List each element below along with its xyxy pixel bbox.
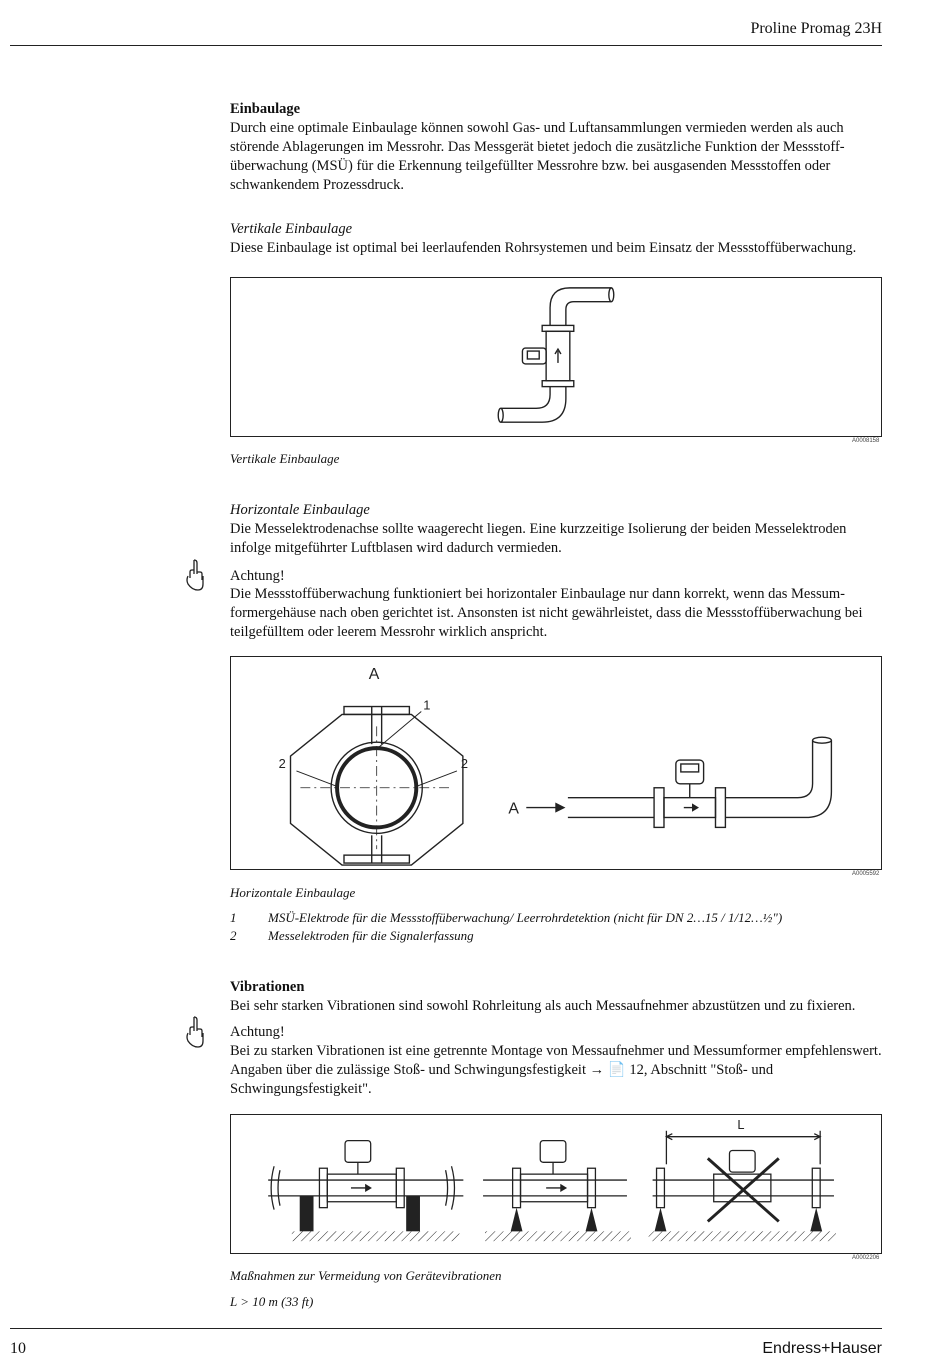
warning-title-horizontal: Achtung! <box>230 568 285 584</box>
header-rule <box>10 45 882 46</box>
subheading-horizontal: Horizontale Einbaulage <box>230 502 370 518</box>
legend-number: 1 <box>230 910 237 925</box>
legend-text: Messelektroden für die Signalerfassung <box>268 928 474 943</box>
figure-code: A0005592 <box>852 871 880 877</box>
section-heading-installation: Einbaulage <box>230 101 301 117</box>
legend-item-1 <box>230 910 782 926</box>
section-heading-vibration: Vibrationen <box>230 979 305 995</box>
document-title: Proline Promag 23H <box>750 20 882 37</box>
dimension-label-L: L <box>737 1116 745 1132</box>
hand-pointing-up-icon <box>184 1015 208 1051</box>
label-electrode-2-left: 2 <box>278 755 286 771</box>
figure-horizontal-installation <box>230 656 882 870</box>
figure-caption-vertical: Vertikale Einbaulage <box>230 451 340 466</box>
footer-rule <box>10 1328 882 1329</box>
installation-paragraph: Durch eine optimale Einbaulage können sowohl Gas- und Luftansammlungen vermieden werden als auch störende Ablagerungen im Messrohr. Das Messgerät bietet jedoch die zusätzliche Funktion der Messstoff-überwachung (MSÜ) für die Erkennung teilgefüllter Messrohre bzw. bei ausgasenden Messstoffen oder schwankendem Prozessdruck. <box>230 120 845 193</box>
subheading-vertical: Vertikale Einbaulage <box>230 221 353 237</box>
horizontal-installation-drawing <box>231 657 881 869</box>
horizontal-paragraph: Die Messelektrodenachse sollte waagerecht liegen. Eine kurzzeitige Isolierung der beiden Messelektroden infolge mitgeführter Luftblasen wird dadurch vermieden. <box>230 521 847 556</box>
brand-name: Endress+Hauser <box>762 1340 882 1357</box>
figure-code: A0008158 <box>852 438 880 444</box>
label-electrode-2-right: 2 <box>460 755 469 771</box>
figure-note-length: L > 10 m (33 ft) <box>230 1294 314 1309</box>
legend-number: 2 <box>230 928 237 943</box>
vibration-measures-drawing <box>231 1115 881 1253</box>
label-arrow-a: A <box>508 800 520 818</box>
figure-vertical-installation <box>230 277 882 437</box>
vibration-paragraph: Bei sehr starken Vibrationen sind sowohl Rohrleitung als auch Messaufnehmer abzustützen und zu fixieren. <box>230 998 856 1014</box>
label-view-a: A <box>368 665 380 683</box>
warning-body-horizontal: Die Messstoffüberwachung funktioniert bei horizontaler Einbaulage nur dann korrekt, wenn das Messum-formergehäuse nach oben gerichtet ist. Ansonsten ist nicht gewährleistet, dass die Messstoffüberwachung bei teilgefülltem oder leerem Messrohr wirklich anspricht. <box>230 586 863 640</box>
figure-caption-horizontal: Horizontale Einbaulage <box>230 885 356 900</box>
page-number: 10 <box>10 1340 26 1357</box>
figure-caption-vibration: Maßnahmen zur Vermeidung von Gerätevibrationen <box>230 1268 502 1283</box>
warning-title-vibration: Achtung! <box>230 1024 285 1040</box>
figure-vibration-measures <box>230 1114 882 1254</box>
label-electrode-1: 1 <box>423 697 431 713</box>
figure-code: A0002206 <box>852 1255 880 1261</box>
legend-item-2 <box>230 928 474 944</box>
hand-pointing-up-icon <box>184 558 208 594</box>
vertical-paragraph: Diese Einbaulage ist optimal bei leerlaufenden Rohrsystemen und beim Einsatz der Messstoffüberwachung. <box>230 240 857 256</box>
warning-body-vibration: Bei zu starken Vibrationen ist eine getrennte Montage von Messaufnehmer und Messumformer empfehlenswert. Angaben über die zulässige Stoß- und Schwingungsfestigkeit → 📄 12, Abschnitt "Stoß- und Schwingungsfestigkeit". <box>230 1043 882 1097</box>
legend-text: MSÜ-Elektrode für die Messstoffüberwachung/ Leerrohrdetektion (nicht für DN 2…15 / 1/12…½") <box>268 910 783 925</box>
vertical-installation-drawing <box>231 278 881 436</box>
